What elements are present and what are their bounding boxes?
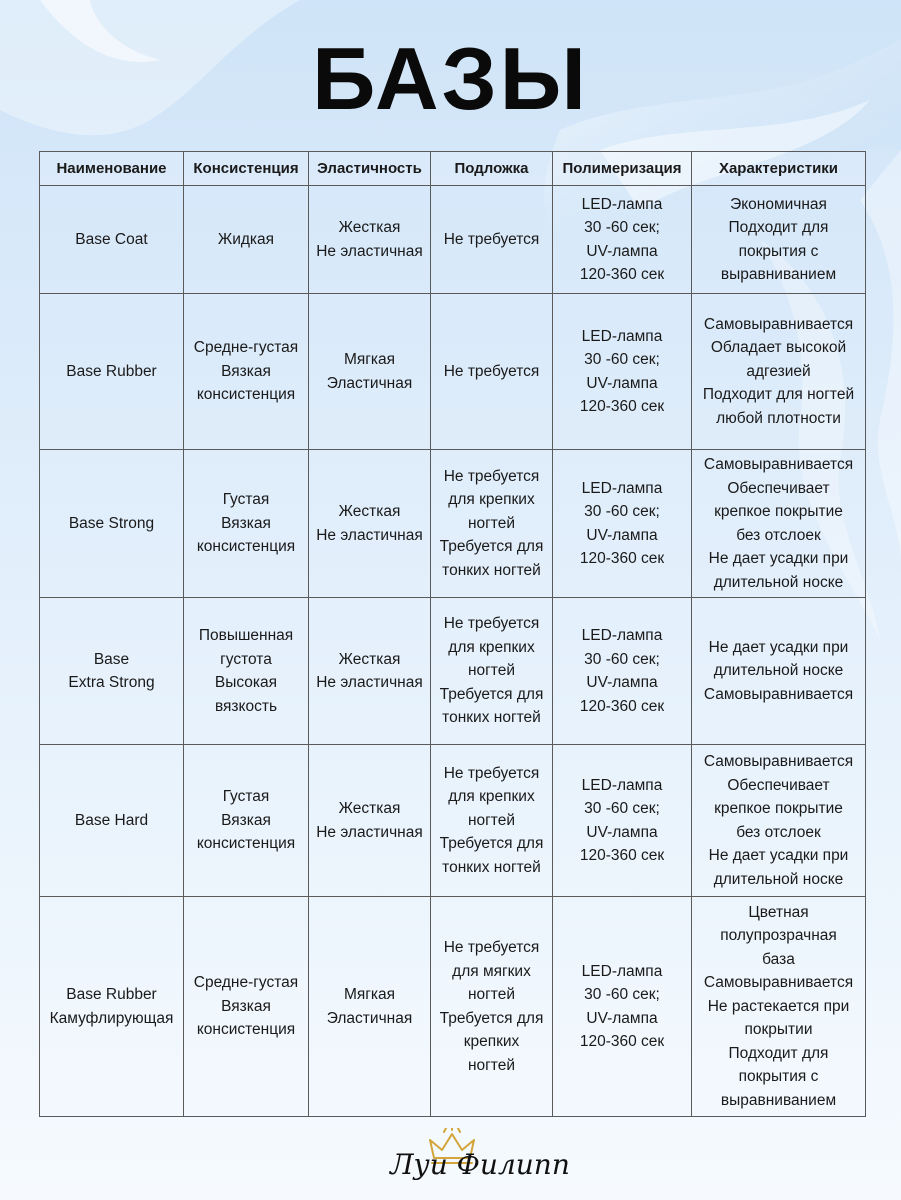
cell-consistency: Повышенная густота Высокая вязкость bbox=[184, 598, 309, 745]
header-consistency: Консистенция bbox=[184, 152, 309, 186]
cell-name: Base Extra Strong bbox=[40, 598, 184, 745]
cell-consistency: Густая Вязкая консистенция bbox=[184, 450, 309, 598]
cell-polymerization: LED-лампа 30 -60 сек; UV-лампа 120-360 сек bbox=[553, 294, 692, 450]
page-title: БАЗЫ bbox=[312, 29, 589, 128]
cell-characteristics: Самовыравнивается Обеспечивает крепкое покрытие без отслоек Не дает усадки при длительной носке bbox=[692, 450, 866, 598]
cell-elasticity: Жесткая Не эластичная bbox=[309, 745, 431, 897]
header-polymerization: Полимеризация bbox=[553, 152, 692, 186]
cell-underlay: Не требуется bbox=[431, 186, 553, 294]
table-row bbox=[40, 294, 866, 450]
cell-consistency: Густая Вязкая консистенция bbox=[184, 745, 309, 897]
cell-consistency: Средне-густая Вязкая консистенция bbox=[184, 897, 309, 1117]
cell-polymerization: LED-лампа 30 -60 сек; UV-лампа 120-360 сек bbox=[553, 598, 692, 745]
cell-polymerization: LED-лампа 30 -60 сек; UV-лампа 120-360 сек bbox=[553, 186, 692, 294]
cell-elasticity: Мягкая Эластичная bbox=[309, 294, 431, 450]
cell-characteristics: Самовыравнивается Обладает высокой адгезией Подходит для ногтей любой плотности bbox=[692, 294, 866, 450]
cell-elasticity: Жесткая Не эластичная bbox=[309, 598, 431, 745]
header-name: Наименование bbox=[40, 152, 184, 186]
table-row bbox=[40, 186, 866, 294]
bases-table bbox=[39, 151, 866, 1117]
cell-underlay: Не требуется для крепких ногтей Требуется для тонких ногтей bbox=[431, 450, 553, 598]
table-row bbox=[40, 745, 866, 897]
cell-underlay: Не требуется для мягких ногтей Требуется для крепких ногтей bbox=[431, 897, 553, 1117]
cell-name: Base Hard bbox=[40, 745, 184, 897]
cell-underlay: Не требуется для крепких ногтей Требуется для тонких ногтей bbox=[431, 598, 553, 745]
cell-name: Base Rubber Камуфлирующая bbox=[40, 897, 184, 1117]
cell-polymerization: LED-лампа 30 -60 сек; UV-лампа 120-360 сек bbox=[553, 450, 692, 598]
header-elasticity: Эластичность bbox=[309, 152, 431, 186]
cell-consistency: Средне-густая Вязкая консистенция bbox=[184, 294, 309, 450]
cell-name: Base Strong bbox=[40, 450, 184, 598]
cell-characteristics: Цветная полупрозрачная база Самовыравнивается Не растекается при покрытии Подходит для покрытия с выравниванием bbox=[692, 897, 866, 1117]
cell-underlay: Не требуется bbox=[431, 294, 553, 450]
table-row bbox=[40, 598, 866, 745]
cell-elasticity: Мягкая Эластичная bbox=[309, 897, 431, 1117]
header-underlay: Подложка bbox=[431, 152, 553, 186]
cell-name: Base Coat bbox=[40, 186, 184, 294]
cell-elasticity: Жесткая Не эластичная bbox=[309, 186, 431, 294]
table-header-row bbox=[40, 152, 866, 186]
cell-characteristics: Самовыравнивается Обеспечивает крепкое покрытие без отслоек Не дает усадки при длительной носке bbox=[692, 745, 866, 897]
cell-characteristics: Экономичная Подходит для покрытия с выравниванием bbox=[692, 186, 866, 294]
cell-characteristics: Не дает усадки при длительной носке Самовыравнивается bbox=[692, 598, 866, 745]
logo-text: Луи Филипп bbox=[390, 1148, 570, 1181]
cell-polymerization: LED-лампа 30 -60 сек; UV-лампа 120-360 сек bbox=[553, 745, 692, 897]
table-row bbox=[40, 450, 866, 598]
cell-elasticity: Жесткая Не эластичная bbox=[309, 450, 431, 598]
cell-underlay: Не требуется для крепких ногтей Требуется для тонких ногтей bbox=[431, 745, 553, 897]
brand-logo bbox=[360, 1128, 600, 1190]
cell-name: Base Rubber bbox=[40, 294, 184, 450]
header-characteristics: Характеристики bbox=[692, 152, 866, 186]
cell-consistency: Жидкая bbox=[184, 186, 309, 294]
cell-polymerization: LED-лампа 30 -60 сек; UV-лампа 120-360 сек bbox=[553, 897, 692, 1117]
table-row bbox=[40, 897, 866, 1117]
